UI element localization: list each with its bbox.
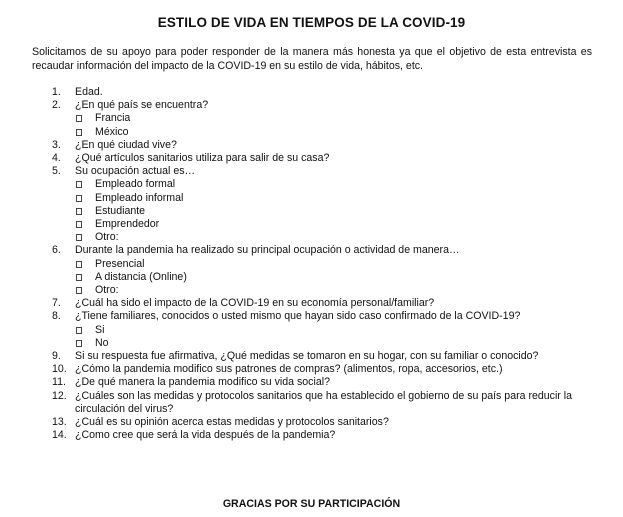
checkbox-icon[interactable] bbox=[76, 261, 82, 268]
question-text: ¿Cómo la pandemia modifico sus patrones de compras? (alimentos, ropa, accesorios, etc.) bbox=[75, 363, 503, 376]
question-number: 10. bbox=[52, 363, 67, 376]
option-label: Empleado informal bbox=[95, 191, 184, 204]
answer-option bbox=[0, 178, 623, 191]
question-text: ¿En qué país se encuentra? bbox=[75, 99, 209, 112]
closing-message: GRACIAS POR SU PARTICIPACIÓN bbox=[222, 498, 401, 510]
option-label: México bbox=[95, 125, 129, 138]
checkbox-icon[interactable] bbox=[76, 181, 82, 188]
question-item bbox=[0, 310, 623, 323]
answer-option bbox=[0, 231, 623, 244]
question-text: ¿Cuáles son las medidas y protocolos sanitarios que ha establecido el gobierno de su país para reducir la circulación del virus? bbox=[75, 389, 573, 415]
option-label: Empleado formal bbox=[95, 178, 176, 191]
checkbox-icon[interactable] bbox=[76, 287, 82, 294]
question-item bbox=[0, 416, 623, 429]
question-item bbox=[0, 363, 623, 376]
answer-option bbox=[0, 126, 623, 139]
checkbox-icon[interactable] bbox=[76, 221, 82, 228]
question-item bbox=[0, 99, 623, 112]
checkbox-icon[interactable] bbox=[76, 340, 82, 347]
answer-option bbox=[0, 205, 623, 218]
question-number: 8. bbox=[52, 310, 61, 323]
answer-option bbox=[0, 218, 623, 231]
question-number: 9. bbox=[52, 350, 61, 363]
option-label: Francia bbox=[95, 112, 131, 125]
answer-option bbox=[0, 258, 623, 271]
question-text: ¿Qué artículos sanitarios utiliza para salir de su casa? bbox=[75, 152, 330, 165]
question-item bbox=[0, 429, 623, 442]
question-number: 2. bbox=[52, 99, 61, 112]
question-text: Edad. bbox=[75, 86, 103, 98]
checkbox-icon[interactable] bbox=[76, 234, 82, 241]
option-label: Otro: bbox=[95, 231, 119, 244]
question-number: 5. bbox=[52, 165, 61, 178]
option-label: Presencial bbox=[95, 257, 145, 270]
question-number: 4. bbox=[52, 152, 61, 165]
option-label: Emprendedor bbox=[95, 218, 160, 231]
answer-option bbox=[0, 337, 623, 350]
question-text: Durante la pandemia ha realizado su principal ocupación o actividad de manera… bbox=[75, 244, 460, 257]
option-label: Si bbox=[95, 323, 105, 336]
question-number: 3. bbox=[52, 138, 61, 151]
answer-option bbox=[0, 284, 623, 297]
question-number: 7. bbox=[52, 297, 61, 310]
answer-option bbox=[0, 271, 623, 284]
question-number: 6. bbox=[52, 244, 61, 257]
answer-option bbox=[0, 192, 623, 205]
question-item bbox=[0, 165, 623, 178]
intro-paragraph: Solicitamos de su apoyo para poder responder de la manera más honesta ya que el objetivo de esta entrevista es recaudar información del impacto de la COVID-19 en su estilo de vida, hábitos, etc. bbox=[32, 46, 592, 72]
checkbox-icon[interactable] bbox=[76, 115, 82, 122]
question-number: 13. bbox=[52, 416, 67, 429]
option-label: Otro: bbox=[95, 284, 119, 297]
question-item bbox=[0, 152, 623, 165]
answer-option bbox=[0, 112, 623, 125]
question-text: ¿En qué ciudad vive? bbox=[75, 138, 177, 151]
option-label: No bbox=[95, 336, 109, 349]
question-list bbox=[0, 86, 623, 442]
question-item bbox=[0, 297, 623, 310]
question-text: Si su respuesta fue afirmativa, ¿Qué medidas se tomaron en su hogar, con su familiar o conocido? bbox=[75, 350, 539, 363]
checkbox-icon[interactable] bbox=[76, 327, 82, 334]
question-item bbox=[0, 244, 623, 257]
question-text: ¿De qué manera la pandemia modifico su vida social? bbox=[75, 376, 330, 389]
document-title: ESTILO DE VIDA EN TIEMPOS DE LA COVID-19 bbox=[157, 15, 466, 30]
checkbox-icon[interactable] bbox=[76, 129, 82, 136]
question-number: 11. bbox=[52, 376, 66, 389]
question-number: 1. bbox=[52, 86, 61, 98]
question-item bbox=[0, 139, 623, 152]
option-label: Estudiante bbox=[95, 204, 146, 217]
question-item bbox=[0, 390, 623, 416]
question-number: 12. bbox=[52, 389, 67, 402]
checkbox-icon[interactable] bbox=[76, 208, 82, 215]
question-text: Su ocupación actual es… bbox=[75, 165, 196, 178]
question-text: ¿Cuál ha sido el impacto de la COVID-19 en su economía personal/familiar? bbox=[75, 297, 435, 310]
question-text: ¿Como cree que será la vida después de la pandemia? bbox=[75, 429, 336, 442]
question-text: ¿Cuál es su opinión acerca estas medidas y protocolos sanitarios? bbox=[75, 416, 389, 429]
question-number: 14. bbox=[52, 429, 67, 442]
question-item bbox=[0, 376, 623, 389]
option-label: A distancia (Online) bbox=[95, 270, 187, 283]
question-text: ¿Tiene familiares, conocidos o usted mismo que hayan sido caso confirmado de la COVID-19? bbox=[75, 310, 521, 323]
question-item bbox=[0, 86, 623, 99]
checkbox-icon[interactable] bbox=[76, 274, 82, 281]
checkbox-icon[interactable] bbox=[76, 195, 82, 202]
question-item bbox=[0, 350, 623, 363]
answer-option bbox=[0, 324, 623, 337]
